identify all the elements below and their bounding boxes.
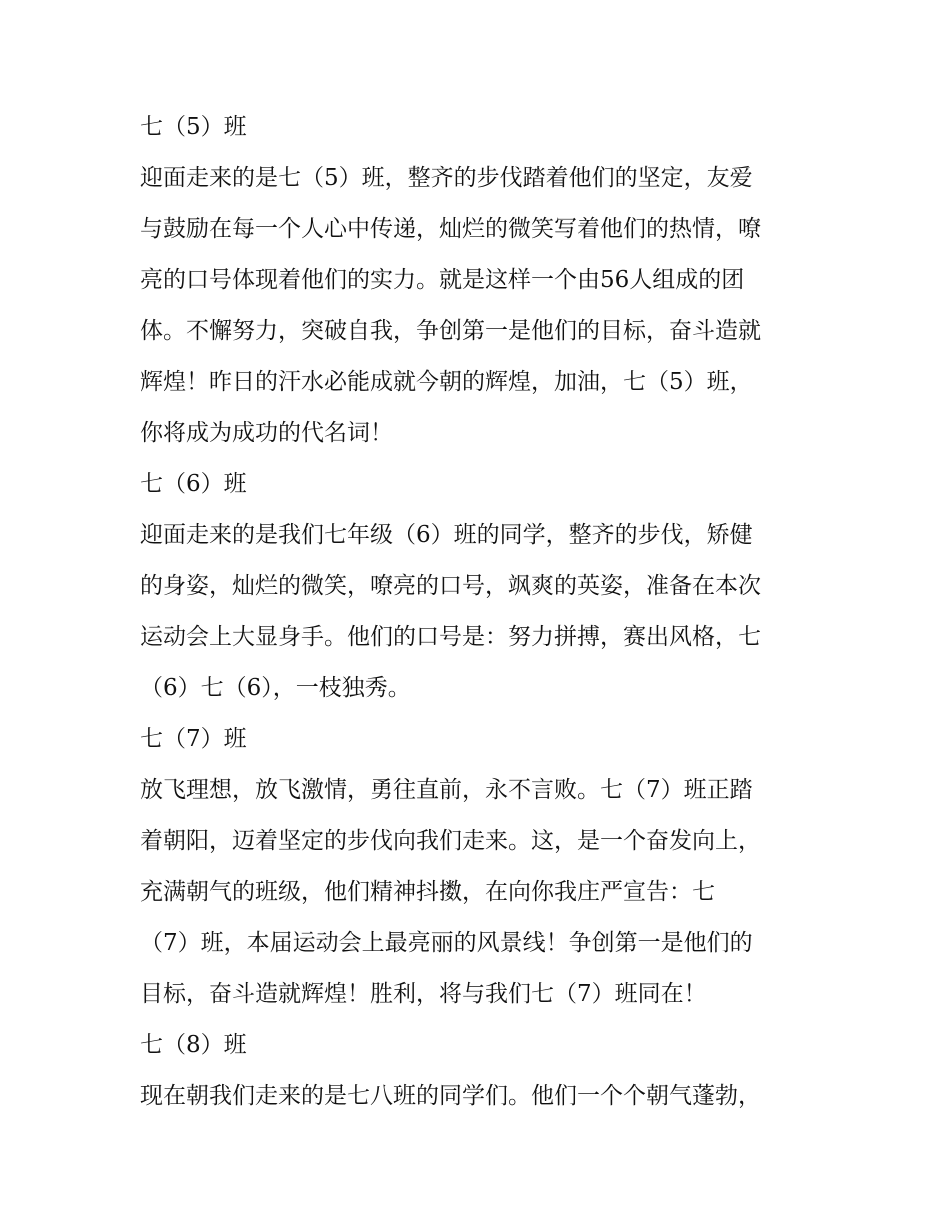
paragraph-line: 辉煌！昨日的汗水必能成就今朝的辉煌，加油，七（5）班， [140,369,753,395]
section-heading-class-6: 七（6）班 [140,471,247,497]
section-heading-class-7: 七（7）班 [140,726,247,752]
paragraph-line: 目标，奋斗造就辉煌！胜利，将与我们七（7）班同在！ [140,981,707,1007]
paragraph-line: 迎面走来的是我们七年级（6）班的同学，整齐的步伐，矫健 [140,522,753,548]
paragraph-line: 充满朝气的班级，他们精神抖擞，在向你我庄严宣告：七 [140,879,715,905]
paragraph-line: （7）班，本届运动会上最亮丽的风景线！争创第一是他们的 [140,930,753,956]
paragraph-line: 的身姿，灿烂的微笑，嘹亮的口号，飒爽的英姿，准备在本次 [140,573,761,599]
paragraph-line: 体。不懈努力，突破自我，争创第一是他们的目标，奋斗造就 [140,318,761,344]
section-heading-class-8: 七（8）班 [140,1032,247,1058]
paragraph-line: 与鼓励在每一个人心中传递，灿烂的微笑写着他们的热情，嘹 [140,216,761,242]
paragraph-line: 着朝阳，迈着坚定的步伐向我们走来。这，是一个奋发向上， [140,828,761,854]
paragraph-line: 亮的口号体现着他们的实力。就是这样一个由56人组成的团 [140,267,745,293]
document-page [140,102,820,1122]
paragraph-line: 现在朝我们走来的是七八班的同学们。他们一个个朝气蓬勃， [140,1083,761,1109]
paragraph-line: （6）七（6），一枝独秀。 [140,675,411,701]
paragraph-line: 你将成为成功的代名词！ [140,420,393,446]
section-heading-class-5: 七（5）班 [140,114,247,140]
paragraph-line: 迎面走来的是七（5）班，整齐的步伐踏着他们的坚定，友爱 [140,165,753,191]
paragraph-line: 运动会上大显身手。他们的口号是：努力拼搏，赛出风格，七 [140,624,761,650]
paragraph-line: 放飞理想，放飞激情，勇往直前，永不言败。七（7）班正踏 [140,777,753,803]
